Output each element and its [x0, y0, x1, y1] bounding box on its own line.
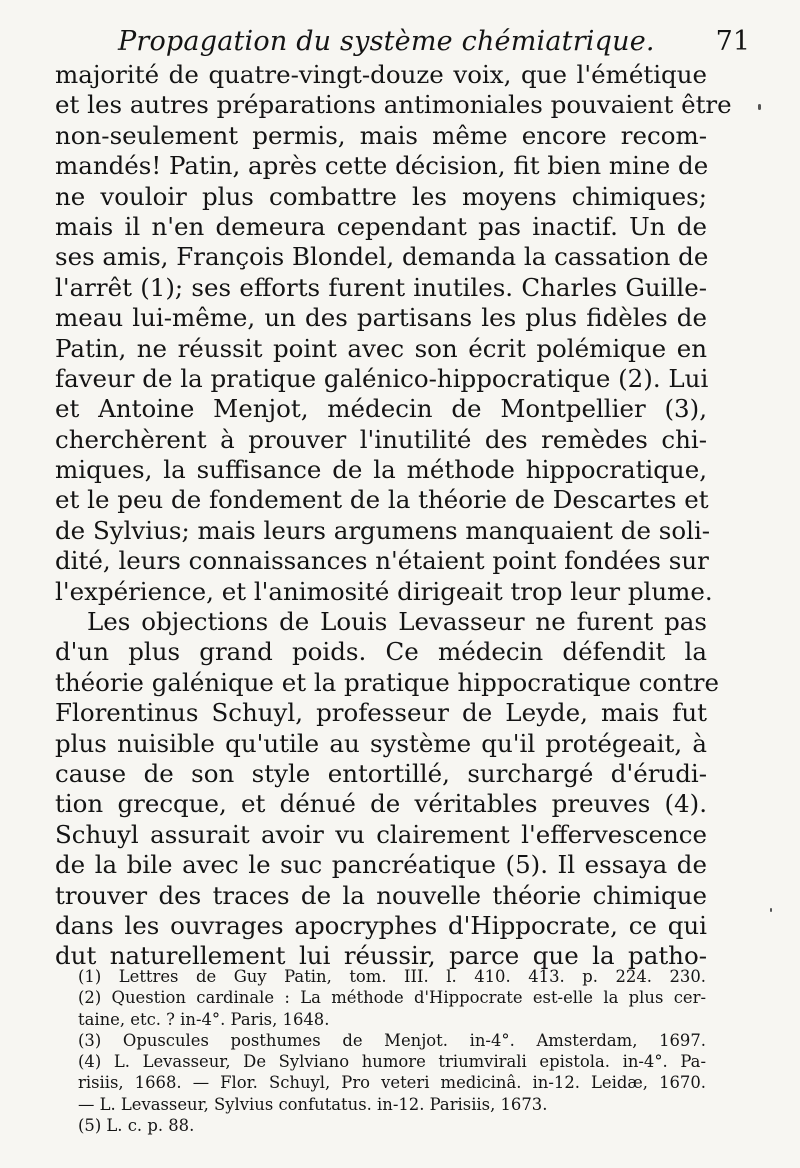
- text-line: non-seulement permis, mais même encore recom-: [55, 120, 707, 150]
- text-line: l'arrêt (1); ses efforts furent inutiles. Charles Guille-: [55, 272, 707, 302]
- footnote-5: (5) L. c. p. 88.: [78, 1116, 195, 1136]
- text-line: dans les ouvrages apocryphes d'Hippocrate, ce qui: [55, 910, 707, 940]
- text-line: meau lui-même, un des partisans les plus fidèles de: [55, 303, 707, 333]
- page-number: 71: [715, 26, 750, 57]
- text-line: mandés! Patin, après cette décision, fit bien mine de: [55, 151, 709, 181]
- footnote-2-cont: taine, etc. ? in-4°. Paris, 1648.: [78, 1009, 330, 1029]
- text-line: et Antoine Menjot, médecin de Montpellier (3),: [55, 394, 707, 424]
- text-line: miques, la suffisance de la méthode hippocratique,: [55, 455, 707, 485]
- running-title: Propagation du système chémiatrique.: [118, 26, 655, 57]
- paper-speck: [758, 104, 761, 110]
- text-line: majorité de quatre-vingt-douze voix, que l'émétique: [55, 60, 707, 89]
- footnotes: [78, 966, 706, 1136]
- text-line: mais il n'en demeura cependant pas inactif. Un de: [55, 211, 707, 241]
- text-line: dut naturellement lui réussir, parce que la patho-: [55, 941, 707, 971]
- footnote-3: (3) Opuscules posthumes de Menjot. in-4°. Amsterdam, 1697.: [78, 1030, 706, 1050]
- text-line: Schuyl assurait avoir vu clairement l'effervescence: [55, 819, 707, 849]
- text-line: faveur de la pratique galénico-hippocratique (2). Lui: [55, 363, 709, 393]
- text-line: cherchèrent à prouver l'inutilité des remèdes chi-: [55, 424, 707, 454]
- text-line: dité, leurs connaissances n'étaient point fondées sur: [55, 546, 709, 576]
- footnote-4-cont: risiis, 1668. — Flor. Schuyl, Pro veteri medicinâ. in-12. Leidæ, 1670.: [78, 1073, 706, 1093]
- text-line: de Sylvius; mais leurs argumens manquaient de soli-: [55, 515, 711, 545]
- text-line: et les autres préparations antimoniales pouvaient être: [55, 90, 732, 120]
- footnote-4: (4) L. Levasseur, De Sylviano humore triumvirali epistola. in-4°. Pa-: [78, 1052, 706, 1072]
- text-line: plus nuisible qu'utile au système qu'il protégeait, à: [55, 728, 707, 758]
- text-line: et le peu de fondement de la théorie de Descartes et: [55, 485, 709, 515]
- paper-speck: [770, 908, 772, 912]
- text-line: de la bile avec le suc pancréatique (5). Il essaya de: [55, 850, 707, 880]
- text-line: ne vouloir plus combattre les moyens chimiques;: [55, 181, 707, 211]
- text-line-paragraph-end: l'expérience, et l'animosité dirigeait trop leur plume.: [55, 576, 713, 606]
- text-line: Patin, ne réussit point avec son écrit polémique en: [55, 333, 707, 363]
- text-line: d'un plus grand poids. Ce médecin défendit la: [55, 637, 707, 667]
- body-text: [55, 60, 732, 972]
- page-header: [50, 22, 750, 62]
- text-line: tion grecque, et dénué de véritables preuves (4).: [55, 789, 707, 819]
- footnote-2: (2) Question cardinale : La méthode d'Hippocrate est-elle la plus cer-: [78, 988, 706, 1008]
- footnote-1: (1) Lettres de Guy Patin, tom. III. l. 410. 413. p. 224. 230.: [78, 967, 706, 986]
- text-line: théorie galénique et la pratique hippocratique contre: [55, 667, 720, 697]
- footnote-4-cont: — L. Levasseur, Sylvius confutatus. in-12. Parisiis, 1673.: [78, 1094, 548, 1114]
- text-line-paragraph-start: Les objections de Louis Levasseur ne furent pas: [87, 607, 707, 637]
- text-line: Florentinus Schuyl, professeur de Leyde, mais fut: [55, 698, 707, 728]
- text-line: cause de son style entortillé, surchargé d'érudi-: [55, 758, 707, 788]
- text-line: trouver des traces de la nouvelle théorie chimique: [55, 880, 707, 910]
- text-line: ses amis, François Blondel, demanda la cassation de: [55, 242, 709, 272]
